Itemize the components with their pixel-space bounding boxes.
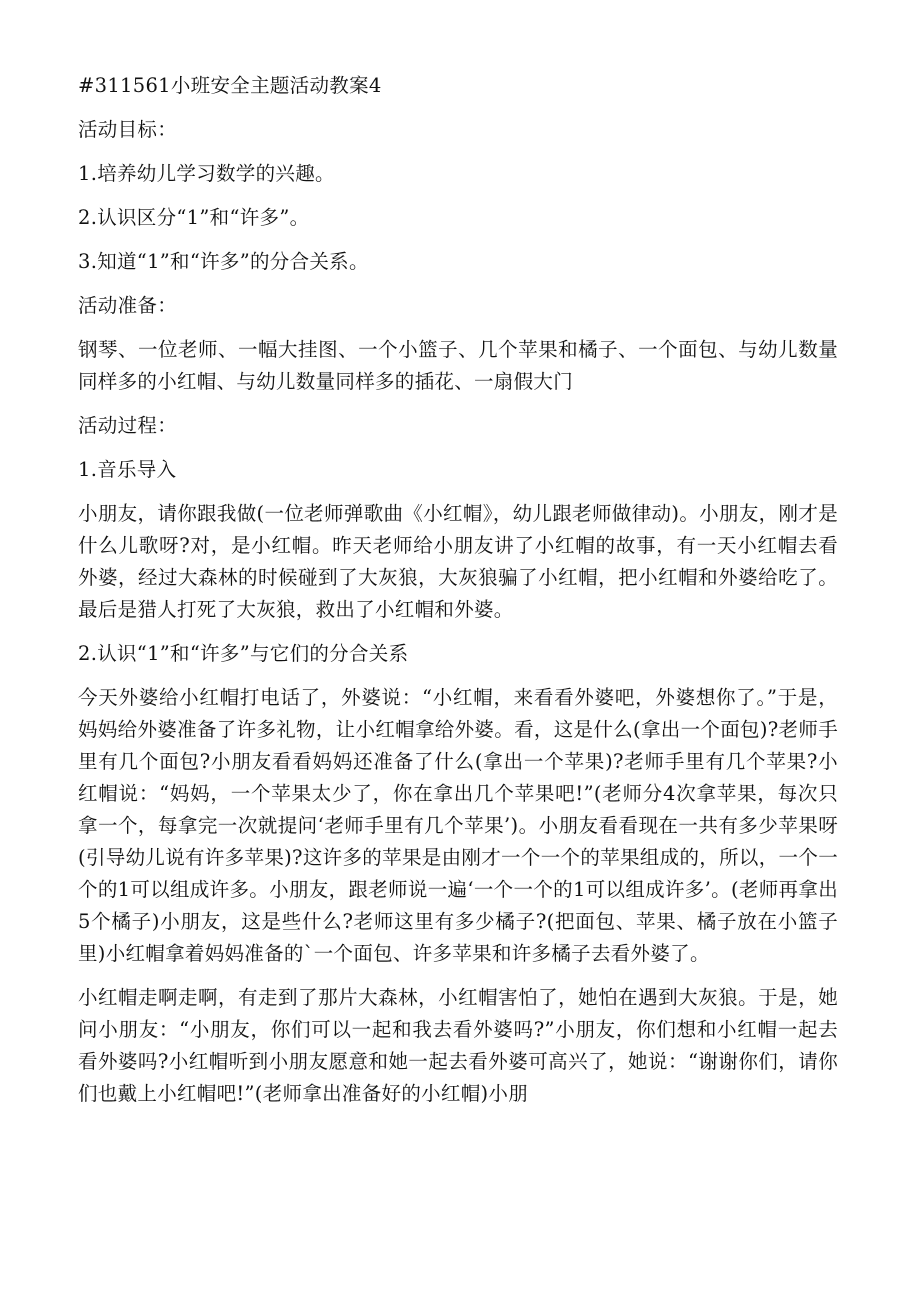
goal-item-3: 3.知道“1”和“许多”的分合关系。 (78, 250, 369, 273)
step2-text-continued: 小红帽走啊走啊，有走到了那片大森林，小红帽害怕了，她怕在遇到大灰狼。于是，她问小朋友：“小朋友，你们可以一起和我去看外婆吗?”小朋友，你们想和小红帽一起去看外婆吗?小红帽听到小朋友愿意和她一起去看外婆可高兴了，她说：“谢谢你们，请你们也戴上小红帽吧!”(老师拿出准备好的小红帽)小朋 (78, 986, 838, 1105)
step2-text: 今天外婆给小红帽打电话了，外婆说：“小红帽，来看看外婆吧，外婆想你了。”于是，妈妈给外婆准备了许多礼物，让小红帽拿给外婆。看，这是什么(拿出一个面包)?老师手里有几个面包?小朋友看看妈妈还准备了什么(拿出一个苹果)?老师手里有几个苹果?小红帽说：“妈妈，一个苹果太少了，你在拿出几个苹果吧!”(老师分4次拿苹果，每次只拿一个，每拿完一次就提问‘老师手里有几个苹果’)。小朋友看看现在一共有多少苹果呀(引导幼儿说有许多苹果)?这许多的苹果是由刚才一个一个的苹果组成的，所以，一个一个的1可以组成许多。小朋友，跟老师说一遍‘一个一个的1可以组成许多’。(老师再拿出5个橘子)小朋友，这是些什么?老师这里有多少橘子?(把面包、苹果、橘子放在小篮子里)小红帽拿着妈妈准备的`一个面包、许多苹果和许多橘子去看外婆了。 (78, 686, 838, 965)
step2-heading: 2.认识“1”和“许多”与它们的分合关系 (78, 642, 409, 665)
prep-heading: 活动准备： (78, 294, 178, 317)
prep-text: 钢琴、一位老师、一幅大挂图、一个小篮子、几个苹果和橘子、一个面包、与幼儿数量同样多的小红帽、与幼儿数量同样多的插花、一扇假大门 (78, 338, 838, 393)
step1-heading: 1.音乐导入 (78, 458, 177, 481)
goals-heading: 活动目标： (78, 118, 178, 141)
process-heading: 活动过程： (78, 414, 178, 437)
document-title: #311561小班安全主题活动教案4 (78, 74, 382, 97)
document-page (78, 70, 838, 1122)
goal-item-2: 2.认识区分“1”和“许多”。 (78, 206, 310, 229)
step1-text: 小朋友，请你跟我做(一位老师弹歌曲《小红帽》，幼儿跟老师做律动)。小朋友，刚才是什么儿歌呀?对，是小红帽。昨天老师给小朋友讲了小红帽的故事，有一天小红帽去看外婆，经过大森林的时候碰到了大灰狼，大灰狼骗了小红帽，把小红帽和外婆给吃了。最后是猎人打死了大灰狼，救出了小红帽和外婆。 (78, 502, 838, 621)
goal-item-1: 1.培养幼儿学习数学的兴趣。 (78, 162, 335, 185)
